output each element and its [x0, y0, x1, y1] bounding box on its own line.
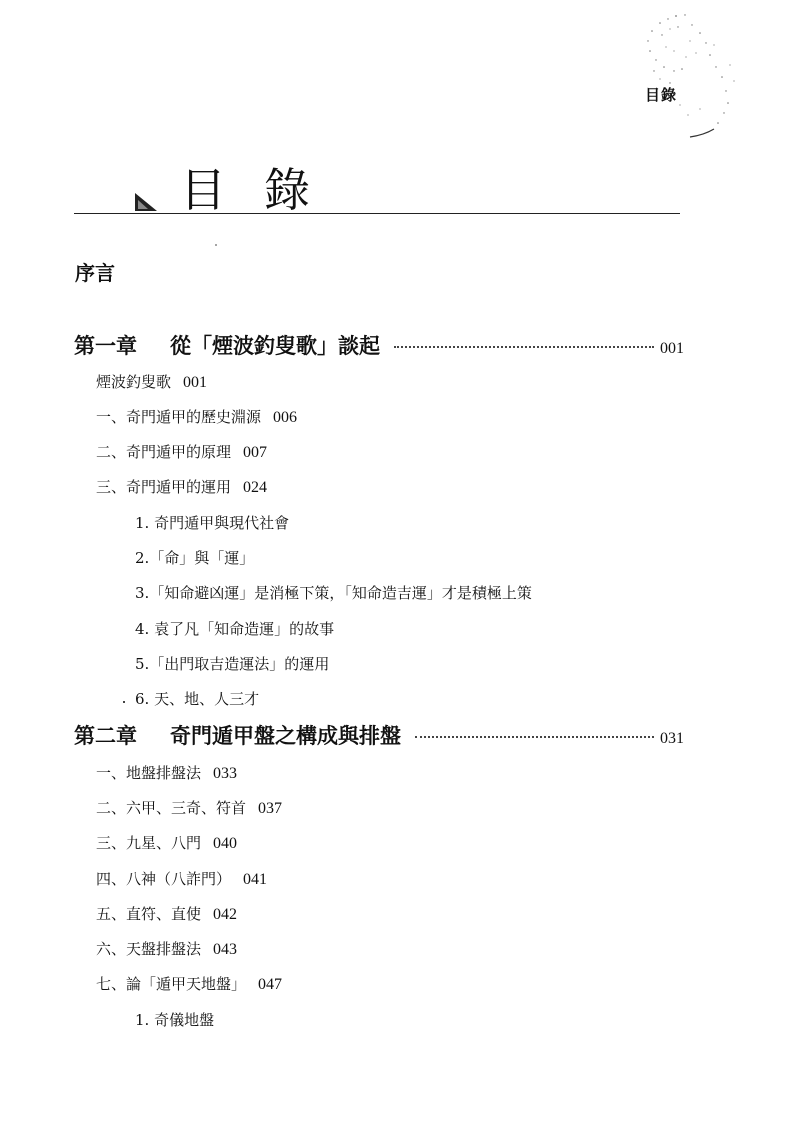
- toc-entry: [96, 441, 267, 462]
- entry-page: 033: [213, 765, 238, 782]
- toc-subentry: 6. 天、地、人三才: [135, 690, 260, 708]
- chapter-title: 從「煙波釣叟歌」談起: [170, 334, 380, 358]
- entry-page: 042: [213, 906, 238, 923]
- chapter-label: 第一章: [74, 334, 137, 358]
- toc-subentry: 2.「命」與「運」: [135, 549, 255, 567]
- entry-text: 七、論「遁甲天地盤」: [96, 975, 247, 993]
- toc-entry: [96, 476, 267, 497]
- entry-page: 043: [213, 941, 238, 958]
- entry-text: 一、地盤排盤法: [96, 764, 202, 782]
- chapter-heading-2: [74, 720, 684, 750]
- print-speck: [123, 701, 125, 703]
- entry-text: 一、奇門遁甲的歷史淵源: [96, 408, 262, 426]
- entry-text: 四、八神（八詐門）: [96, 870, 232, 888]
- toc-subentry: 3.「知命避凶運」是消極下策，「知命造吉運」才是積極上策: [135, 584, 532, 602]
- entry-page: 024: [243, 479, 268, 496]
- entry-page: 047: [258, 976, 283, 993]
- toc-entry: [96, 832, 237, 853]
- entry-text: 二、六甲、三奇、符首: [96, 799, 247, 817]
- toc-subentry: 5.「出門取吉造運法」的運用: [135, 655, 330, 673]
- chapter-label: 第二章: [74, 724, 137, 748]
- toc-entry: [96, 762, 237, 783]
- running-header-label: 目錄: [645, 86, 678, 104]
- entry-text: 煙波釣叟歌: [96, 373, 172, 391]
- toc-entry: [96, 903, 237, 924]
- title-rule: [74, 213, 680, 214]
- triangle-marker-icon: [134, 192, 158, 212]
- chapter-title: 奇門遁甲盤之構成與排盤: [170, 724, 401, 748]
- toc-entry: [96, 797, 282, 818]
- toc-entry: [96, 868, 267, 889]
- entry-text: 三、九星、八門: [96, 834, 202, 852]
- toc-entry: [96, 406, 297, 427]
- entry-page: 001: [183, 374, 208, 391]
- toc-title-text: 目錄: [180, 163, 348, 217]
- entry-text: 二、奇門遁甲的原理: [96, 443, 232, 461]
- entry-text: 六、天盤排盤法: [96, 940, 202, 958]
- toc-subentry: 1. 奇門遁甲與現代社會: [135, 514, 290, 532]
- preface-heading: 序言: [75, 261, 115, 285]
- toc-entry: [96, 938, 237, 959]
- chapter-page: 031: [660, 730, 684, 747]
- entry-page: 006: [273, 409, 298, 426]
- toc-subentry: 4. 袁了凡「知命造運」的故事: [135, 620, 335, 638]
- dot-leader: [415, 736, 654, 738]
- dot-leader: [394, 346, 654, 348]
- chapter-page: 001: [660, 340, 684, 357]
- entry-page: 041: [243, 871, 268, 888]
- toc-entry: [96, 973, 282, 994]
- entry-text: 五、直符、直使: [96, 905, 202, 923]
- entry-text: 三、奇門遁甲的運用: [96, 478, 232, 496]
- entry-page: 037: [258, 800, 283, 817]
- entry-page: 040: [213, 835, 238, 852]
- toc-subentry: 1. 奇儀地盤: [135, 1011, 215, 1029]
- entry-page: 007: [243, 444, 268, 461]
- corner-ornament: [630, 5, 750, 145]
- chapter-heading-1: [74, 330, 684, 360]
- toc-entry: [96, 371, 207, 392]
- print-speck: [215, 244, 217, 246]
